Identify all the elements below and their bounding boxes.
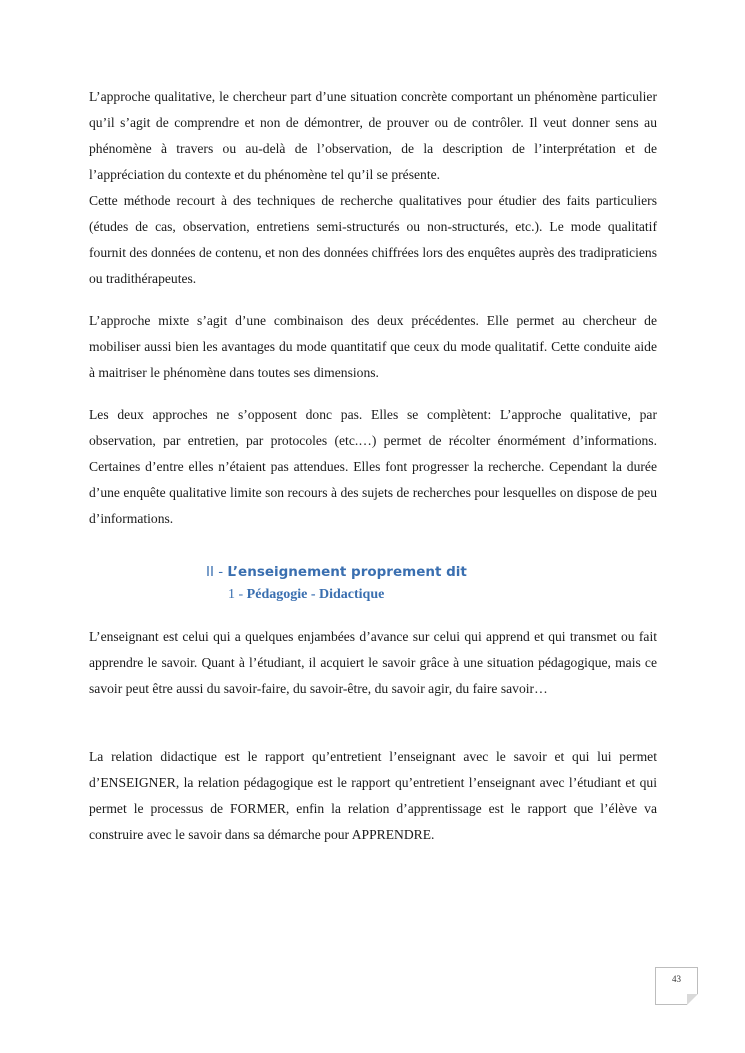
subsection-title: Pédagogie - Didactique — [246, 587, 385, 602]
paragraph-text: L’enseignant est celui qui a quelques enjambées d’avance sur celui qui apprend et qui transmet ou fait apprendre le savoir. Quant à l’étudiant, il acquiert le savoir grâce à une situation pédagogique, mais ce savoir peut être aussi du savoir-faire, du savoir-être, du savoir agir, du faire savoir… — [89, 629, 657, 696]
subsection-number: 1 - — [228, 587, 247, 602]
subsection-heading — [228, 587, 384, 603]
paragraph-mixed-approach — [89, 308, 657, 386]
paragraph-text: L’approche mixte s’agit d’une combinaison des deux précédentes. Elle permet au chercheur de mobiliser aussi bien les avantages du mode quantitatif que ceux du mode qualitatif. Cette conduite aide à maitriser le phénomène dans toutes ses dimensions. — [89, 313, 657, 380]
page-number: 43 — [672, 974, 681, 984]
section-number: II - — [206, 564, 228, 580]
section-title: L’enseignement proprement dit — [227, 564, 467, 580]
page-curl-icon — [687, 994, 698, 1005]
paragraph-text: L’approche qualitative, le chercheur part d’une situation concrète comportant un phénomène particulier qu’il s’agit de comprendre et non de démontrer, de prouver ou de contrôler. Il veut donner sens au phénomène à travers ou au-delà de l’observation, de la description de l’interprétation et de l’appréciation du contexte et du phénomène tel qu’il se présente. — [89, 89, 657, 182]
paragraph-teacher — [89, 624, 657, 702]
paragraph-complementary-approaches — [89, 402, 657, 532]
paragraph-text: Cette méthode recourt à des techniques de recherche qualitatives pour étudier des faits particuliers (études de cas, observation, entretiens semi-structurés ou non-structurés, etc.). Le mode qualitatif fournit des données de contenu, et non des données chiffrées lors des enquêtes auprès des tradipraticiens ou tradithérapeutes. — [89, 193, 657, 286]
paragraph-qualitative-approach — [89, 84, 657, 292]
paragraph-didactic-relation — [89, 744, 657, 848]
section-heading — [206, 564, 467, 580]
paragraph-text: Les deux approches ne s’opposent donc pas. Elles se complètent: L’approche qualitative, par observation, par entretien, par protocoles (etc.…) permet de récolter énormément d’informations. Certaines d’entre elles n’étaient pas attendues. Elles font progresser la recherche. Cependant la durée d’une enquête qualitative limite son recours à des sujets de recherches pour lesquelles on dispose de peu d’informations. — [89, 407, 657, 526]
paragraph-text: La relation didactique est le rapport qu’entretient l’enseignant avec le savoir et qui lui permet d’ENSEIGNER, la relation pédagogique est le rapport qu’entretient l’enseignant avec l’étudiant et qui permet le processus de FORMER, enfin la relation d’apprentissage est le rapport que l’élève va construire avec le savoir dans sa démarche pour APPRENDRE. — [89, 749, 657, 842]
page-number-box — [655, 967, 698, 1005]
